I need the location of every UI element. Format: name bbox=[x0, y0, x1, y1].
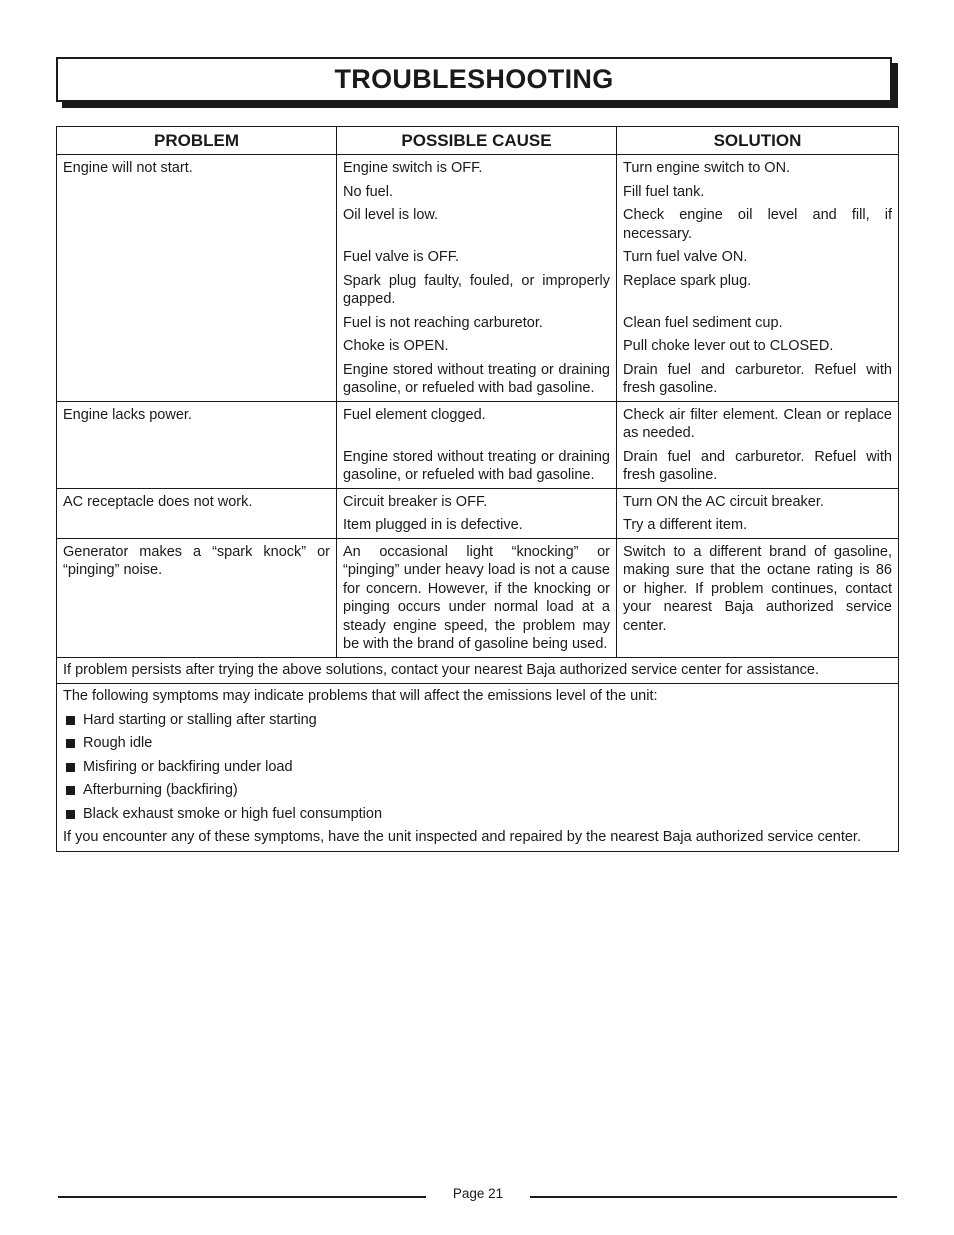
solution-cell bbox=[617, 488, 899, 538]
solution-text: Check air filter element. Clean or replace as needed. bbox=[623, 406, 892, 441]
problem-cell bbox=[57, 538, 337, 657]
cause-text: Choke is OPEN. bbox=[343, 338, 449, 354]
cause-text: Fuel element clogged. bbox=[343, 406, 486, 423]
header-solution: SOLUTION bbox=[617, 127, 899, 155]
solution-text: Fill fuel tank. bbox=[623, 183, 705, 200]
cause-cell bbox=[337, 488, 617, 538]
list-item bbox=[63, 781, 892, 800]
table-row bbox=[57, 155, 899, 402]
solution-cell bbox=[617, 538, 899, 657]
solution-text: Clean fuel sediment cup. bbox=[623, 314, 783, 331]
solution-text: Drain fuel and carburetor. Refuel with fresh gasoline. bbox=[623, 361, 892, 396]
problem-text: Generator makes a “spark knock” or “pinging” noise. bbox=[63, 543, 330, 578]
footer-rule-right bbox=[530, 1196, 897, 1198]
cause-text: Spark plug faulty, fouled, or improperly gapped. bbox=[343, 272, 610, 307]
list-item bbox=[63, 805, 892, 824]
page-number: Page 21 bbox=[452, 1186, 504, 1201]
emissions-cell bbox=[57, 684, 899, 852]
emissions-row bbox=[57, 684, 899, 852]
cause-text: Oil level is low. bbox=[343, 207, 439, 223]
problem-cell bbox=[57, 488, 337, 538]
cause-text: Item plugged in is defective. bbox=[343, 517, 523, 533]
list-item bbox=[63, 734, 892, 753]
symptom-text: Misfiring or backfiring under load bbox=[83, 758, 293, 775]
problem-text: Engine will not start. bbox=[63, 160, 193, 176]
persist-note: If problem persists after trying the above solutions, contact your nearest Baja authorized service center for assistance. bbox=[63, 661, 819, 678]
symptom-list bbox=[63, 711, 892, 824]
solution-text: Turn fuel valve ON. bbox=[623, 249, 748, 265]
table-row bbox=[57, 401, 899, 488]
emissions-intro: The following symptoms may indicate problems that will affect the emissions level of the unit: bbox=[63, 688, 658, 704]
cause-text: Engine stored without treating or draining gasoline, or refueled with bad gasoline. bbox=[343, 361, 610, 396]
cause-text: Fuel valve is OFF. bbox=[343, 249, 460, 265]
cause-text: Engine stored without treating or draining gasoline, or refueled with bad gasoline. bbox=[343, 448, 610, 483]
list-item bbox=[63, 758, 892, 777]
problem-cell bbox=[57, 155, 337, 402]
symptom-text: Black exhaust smoke or high fuel consumption bbox=[83, 805, 383, 822]
symptom-text: Rough idle bbox=[83, 735, 153, 751]
table-header-row bbox=[57, 127, 899, 155]
symptom-text: Afterburning (backfiring) bbox=[83, 782, 238, 798]
cause-text: Fuel is not reaching carburetor. bbox=[343, 314, 543, 331]
square-bullet-icon bbox=[66, 786, 75, 795]
solution-text: Replace spark plug. bbox=[623, 272, 752, 289]
cause-cell bbox=[337, 401, 617, 488]
header-problem: PROBLEM bbox=[57, 127, 337, 155]
persist-note-cell bbox=[57, 657, 899, 684]
square-bullet-icon bbox=[66, 763, 75, 772]
solution-text: Check engine oil level and fill, if necessary. bbox=[623, 207, 892, 242]
header-possible-cause: POSSIBLE CAUSE bbox=[337, 127, 617, 155]
square-bullet-icon bbox=[66, 716, 75, 725]
problem-text: Engine lacks power. bbox=[63, 406, 192, 423]
symptom-text: Hard starting or stalling after starting bbox=[83, 711, 317, 728]
cause-cell bbox=[337, 155, 617, 402]
troubleshooting-table bbox=[56, 126, 899, 852]
solution-text: Drain fuel and carburetor. Refuel with fresh gasoline. bbox=[623, 448, 892, 483]
solution-text: Switch to a different brand of gasoline, making sure that the octane rating is 86 or higher. If problem continues, contact your nearest Baja authorized service center. bbox=[623, 543, 892, 634]
solution-cell bbox=[617, 155, 899, 402]
cause-text: Engine switch is OFF. bbox=[343, 160, 483, 176]
cause-text: No fuel. bbox=[343, 183, 393, 200]
cause-text: Circuit breaker is OFF. bbox=[343, 493, 488, 510]
list-item bbox=[63, 711, 892, 730]
square-bullet-icon bbox=[66, 739, 75, 748]
page-title: TROUBLESHOOTING bbox=[334, 64, 614, 94]
persist-note-row bbox=[57, 657, 899, 684]
solution-text: Turn ON the AC circuit breaker. bbox=[623, 493, 824, 510]
solution-text: Pull choke lever out to CLOSED. bbox=[623, 338, 834, 354]
solution-text: Try a different item. bbox=[623, 517, 748, 533]
table-row bbox=[57, 488, 899, 538]
problem-cell bbox=[57, 401, 337, 488]
solution-text: Turn engine switch to ON. bbox=[623, 160, 791, 176]
title-banner bbox=[56, 57, 892, 102]
square-bullet-icon bbox=[66, 810, 75, 819]
problem-text: AC receptacle does not work. bbox=[63, 493, 253, 510]
solution-cell bbox=[617, 401, 899, 488]
footer-rule-left bbox=[58, 1196, 426, 1198]
cause-text: An occasional light “knocking” or “pinging” under heavy load is not a cause for concern. However, if the knocking or pinging occurs under normal load at a steady engine speed, the problem may be with the brand of gasoline being used. bbox=[343, 543, 610, 652]
cause-cell bbox=[337, 538, 617, 657]
emissions-outro: If you encounter any of these symptoms, have the unit inspected and repaired by the nearest Baja authorized service center. bbox=[63, 829, 861, 845]
table-row bbox=[57, 538, 899, 657]
